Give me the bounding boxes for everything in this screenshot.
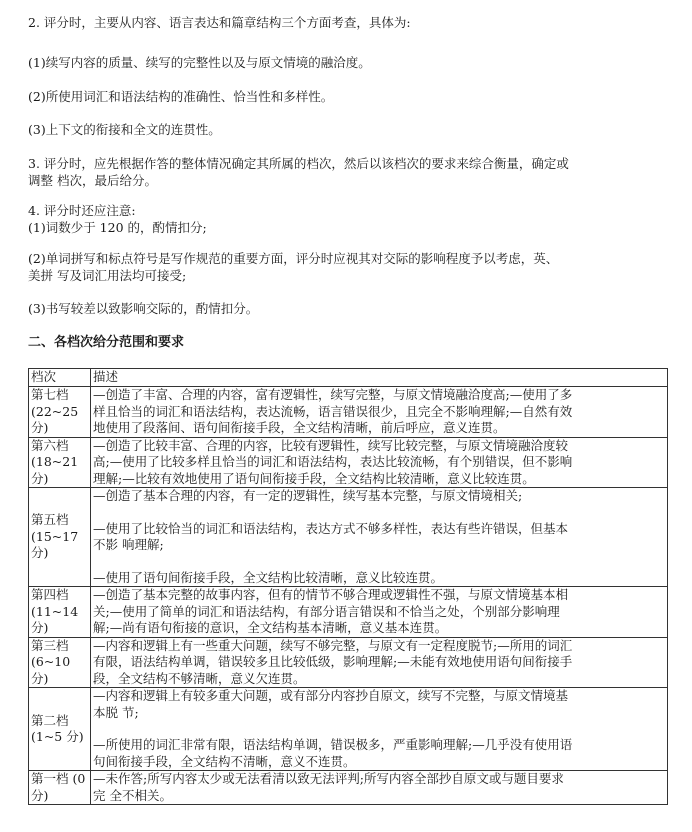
level-score-range: (11~14 分): [31, 603, 79, 635]
criteria-sub-3: (3)上下文的衔接和全文的连贯性。: [28, 122, 221, 137]
level-name: 第四档: [31, 587, 69, 602]
description-line: —创造了比较丰富、合理的内容，比较有逻辑性，续写比较完整，与原文情境融洽度较: [93, 437, 569, 453]
description-line: —所使用的词汇非常有限，语法结构单调，错误极多，严重影响理解;—几乎没有使用语: [93, 737, 573, 752]
table-row: [29, 387, 668, 438]
description-line: 句间衔接手段，全文结构不清晰，意义不连贯。: [93, 753, 356, 769]
table-row: [29, 637, 668, 688]
level-score-range: (1~5 分): [31, 729, 84, 744]
criteria-note-1: (1)词数少于 120 的，酌情扣分;: [28, 220, 207, 235]
criteria-item-3-line: 调整 档次，最后给分。: [28, 173, 157, 188]
description-cell: [91, 437, 668, 488]
table-row: [29, 688, 668, 771]
description-line: —创造了基本完整的故事内容，但有的情节不够合理或逻辑性不强，与原文情境基本相: [93, 587, 569, 602]
level-cell: [29, 488, 91, 587]
criteria-note-2-line: 美拼 写及词汇用法均可接受;: [28, 268, 187, 283]
criteria-item-4-title: 4. 评分时还应注意:: [28, 203, 136, 218]
description-line: —创造了丰富、合理的内容，富有逻辑性，续写完整，与原文情境融洽度高;—使用了多: [93, 387, 573, 402]
grading-table: [28, 368, 668, 805]
header-level: 档次: [29, 369, 91, 387]
level-score-range: (6~10 分): [31, 654, 71, 686]
description-line: —使用了比较恰当的词汇和语法结构，表达方式不够多样性，表达有些许错误，但基本: [93, 520, 569, 536]
description-line: —未作答;所写内容太少或无法看清以致无法评判;所写内容全部抄自原文或与题目要求: [93, 771, 564, 786]
criteria-note-3: (3)书写较差以致影响交际的，酌情扣分。: [28, 301, 259, 316]
table-row: [29, 587, 668, 638]
description-line: 解;—尚有语句衔接的意识，全文结构基本清晰，意义基本连贯。: [93, 620, 448, 635]
table-row: [29, 437, 668, 488]
description-line: 样且恰当的词汇和语法结构，表达流畅，语言错误很少，且完全不影响理解;—自然有效: [93, 403, 573, 419]
criteria-sub-2: (2)所使用词汇和语法结构的准确性、恰当性和多样性。: [28, 89, 334, 104]
table-row: [29, 771, 668, 805]
table-header-row: [29, 369, 668, 387]
description-line: 有限，语法结构单调，错误较多且比较低级，影响理解;—未能有效地使用语句间衔接手: [93, 654, 573, 669]
level-score-range: (18~21 分): [31, 454, 79, 486]
description-cell: [91, 637, 668, 688]
header-description: 描述: [91, 369, 668, 387]
criteria-item-4: [28, 202, 668, 236]
description-line: —内容和逻辑上有一些重大问题，续写不够完整，与原文有一定程度脱节;—所用的词汇: [93, 637, 573, 653]
level-cell: [29, 437, 91, 488]
level-name: 第七档: [31, 387, 69, 402]
level-cell: [29, 387, 91, 438]
level-name: 第二档: [31, 712, 69, 728]
level-cell: [29, 771, 91, 805]
description-line: —创造了基本合理的内容，有一定的逻辑性，续写基本完整，与原文情境相关;: [93, 488, 523, 503]
description-line: —内容和逻辑上有较多重大问题，或有部分内容抄自原文，续写不完整，与原文情境基: [93, 688, 569, 703]
criteria-note-2: [28, 250, 668, 284]
criteria-sub-1: (1)续写内容的质量、续写的完整性以及与原文情境的融洽度。: [28, 55, 371, 70]
level-name: 第六档: [31, 437, 69, 453]
criteria-note-2-line: (2)单词拼写和标点符号是写作规范的重要方面，评分时应视其对交际的影响程度予以考虑，英、: [28, 251, 559, 266]
level-name: 第三档: [31, 637, 69, 653]
level-score-range: 分): [31, 787, 49, 803]
table-row: [29, 488, 668, 587]
description-cell: [91, 387, 668, 438]
level-cell: [29, 587, 91, 638]
level-score-range: (22~25 分): [31, 403, 79, 435]
description-line: 地使用了段落间、语句间衔接手段，全文结构清晰，前后呼应，意义连贯。: [93, 420, 506, 435]
description-line: 段，全文结构不够清晰，意义欠连贯。: [93, 670, 306, 686]
level-cell: [29, 637, 91, 688]
description-line: —使用了语句间衔接手段，全文结构比较清晰，意义比较连贯。: [93, 569, 444, 585]
paragraph-gap: [93, 721, 665, 737]
description-cell: [91, 688, 668, 771]
paragraph-gap: [93, 505, 665, 521]
criteria-item-2: 2. 评分时，主要从内容、语言表达和篇章结构三个方面考查，具体为:: [28, 15, 411, 30]
level-name: 第五档: [31, 512, 69, 528]
description-line: 完 全不相关。: [93, 787, 172, 803]
level-cell: [29, 688, 91, 771]
level-score-range: (15~17 分): [31, 528, 79, 561]
level-name: 第一档 (0: [31, 771, 86, 786]
grading-table-body: [29, 387, 668, 805]
criteria-item-3-line: 3. 评分时，应先根据作答的整体情况确定其所属的档次，然后以该档次的要求来综合衡量，确定或: [28, 156, 569, 171]
description-cell: [91, 587, 668, 638]
section-heading: 二、各档次给分范围和要求: [28, 335, 185, 350]
description-line: 关;—使用了简单的词汇和语法结构，有部分语言错误和不恰当之处，个别部分影响理: [93, 603, 560, 619]
criteria-item-3: [28, 155, 668, 189]
description-cell: [91, 488, 668, 587]
description-line: 理解;—比较有效地使用了语句间衔接手段，全文结构比较清晰，意义比较连贯。: [93, 470, 535, 486]
description-cell: [91, 771, 668, 805]
description-line: 高;—使用了比较多样且恰当的词汇和语法结构，表达比较流畅，有个别错误，但不影响: [93, 454, 573, 469]
description-line: 不影 响理解;: [93, 537, 164, 552]
description-line: 本脱 节;: [93, 704, 139, 720]
paragraph-gap: [93, 554, 665, 570]
